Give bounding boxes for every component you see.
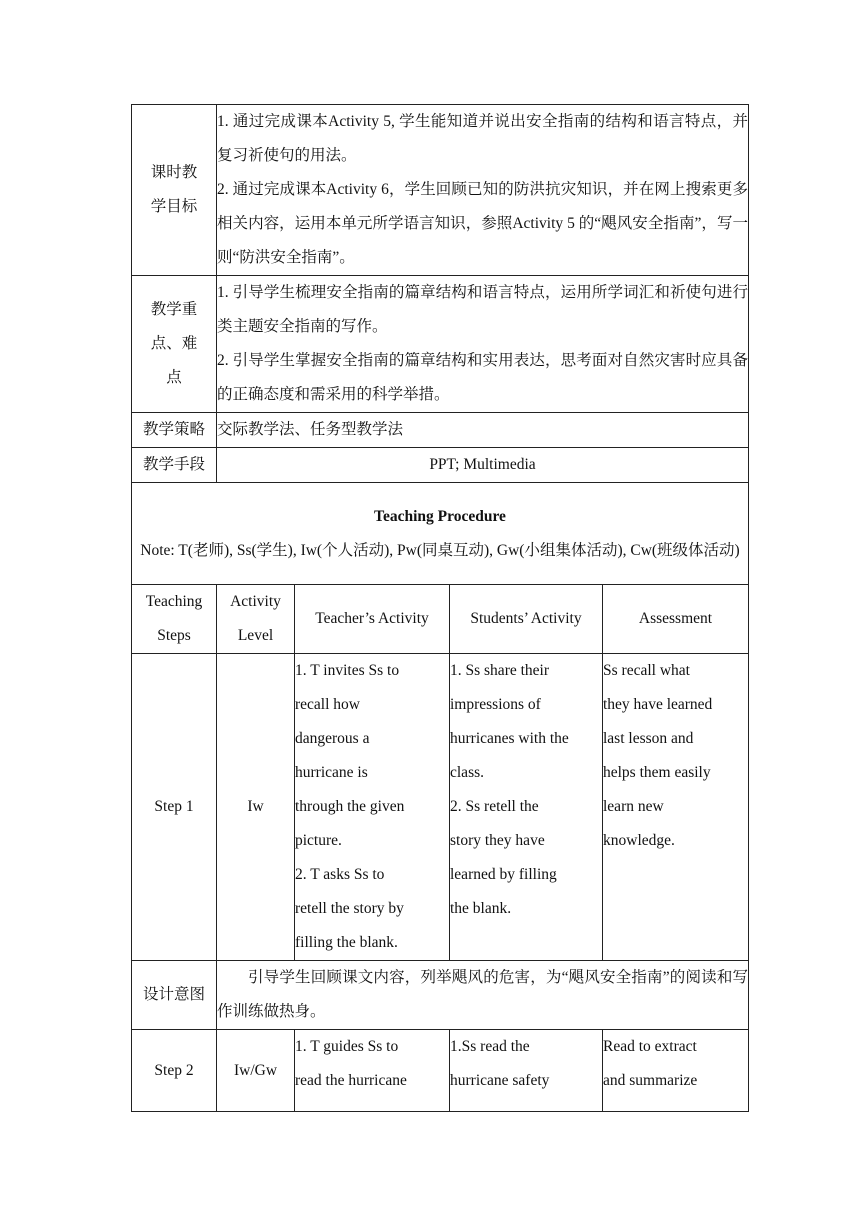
column-header-row [132, 585, 749, 654]
col-header-assessment: Assessment [603, 585, 749, 654]
step1-row [132, 654, 749, 961]
col-header-level: Activity Level [217, 585, 295, 654]
step2-assessment: Read to extract and summarize [603, 1030, 749, 1112]
strategy-row [132, 413, 749, 448]
design1-value: 引导学生回顾课文内容，列举飓风的危害，为“飓风安全指南”的阅读和写作训练做热身。 [217, 961, 749, 1030]
step1-assessment: Ss recall what they have learned last lesson and helps them easily learn new knowledge. [603, 654, 749, 961]
objective-item: 1. 通过完成课本Activity 5, 学生能知道并说出安全指南的结构和语言特点，并复习祈使句的用法。 [217, 113, 748, 164]
step2-level: Iw/Gw [217, 1030, 295, 1112]
key-points-content [217, 276, 749, 413]
step1-teacher-activity: 1. T invites Ss to recall how dangerous a hurricane is through the given picture. 2. T asks Ss to retell the story by filling the blank. [295, 654, 450, 961]
means-value: PPT; Multimedia [217, 448, 749, 483]
key-points-row [132, 276, 749, 413]
lesson-plan-table [131, 104, 749, 1112]
col-header-students: Students’ Activity [450, 585, 603, 654]
strategy-value: 交际教学法、任务型教学法 [217, 413, 749, 448]
step2-students-activity: 1.Ss read the hurricane safety [450, 1030, 603, 1112]
key-point-item: 1. 引导学生梳理安全指南的篇章结构和语言特点，运用所学词汇和祈使句进行类主题安全指南的写作。 [217, 284, 748, 335]
procedure-note: Note: T(老师), Ss(学生), Iw(个人活动), Pw(同桌互动), Gw(小组集体活动), Cw(班级体活动) [140, 541, 740, 559]
step1-students-activity: 1. Ss share their impressions of hurricanes with the class. 2. Ss retell the story they have learned by filling the blank. [450, 654, 603, 961]
objective-item: 2. 通过完成课本Activity 6，学生回顾已知的防洪抗灾知识，并在网上搜索更多相关内容，运用本单元所学语言知识，参照Activity 5 的“飓风安全指南”，写一则“防洪安全指南”。 [217, 181, 748, 266]
step2-row [132, 1030, 749, 1112]
col-header-steps: Teaching Steps [132, 585, 217, 654]
key-points-label: 教学重点、难点 [132, 276, 217, 413]
step2-label: Step 2 [132, 1030, 217, 1112]
step1-level: Iw [217, 654, 295, 961]
objectives-content [217, 105, 749, 276]
procedure-row [132, 483, 749, 585]
col-header-teacher: Teacher’s Activity [295, 585, 450, 654]
means-label: 教学手段 [132, 448, 217, 483]
key-point-item: 2. 引导学生掌握安全指南的篇章结构和实用表达，思考面对自然灾害时应具备的正确态度和需采用的科学举措。 [217, 352, 748, 403]
procedure-header [132, 483, 749, 585]
means-row [132, 448, 749, 483]
objectives-label: 课时教学目标 [132, 105, 217, 276]
step2-teacher-activity: 1. T guides Ss to read the hurricane [295, 1030, 450, 1112]
procedure-title: Teaching Procedure [374, 507, 506, 525]
strategy-label: 教学策略 [132, 413, 217, 448]
step1-label: Step 1 [132, 654, 217, 961]
objectives-row [132, 105, 749, 276]
design1-row [132, 961, 749, 1030]
design1-label: 设计意图 [132, 961, 217, 1030]
